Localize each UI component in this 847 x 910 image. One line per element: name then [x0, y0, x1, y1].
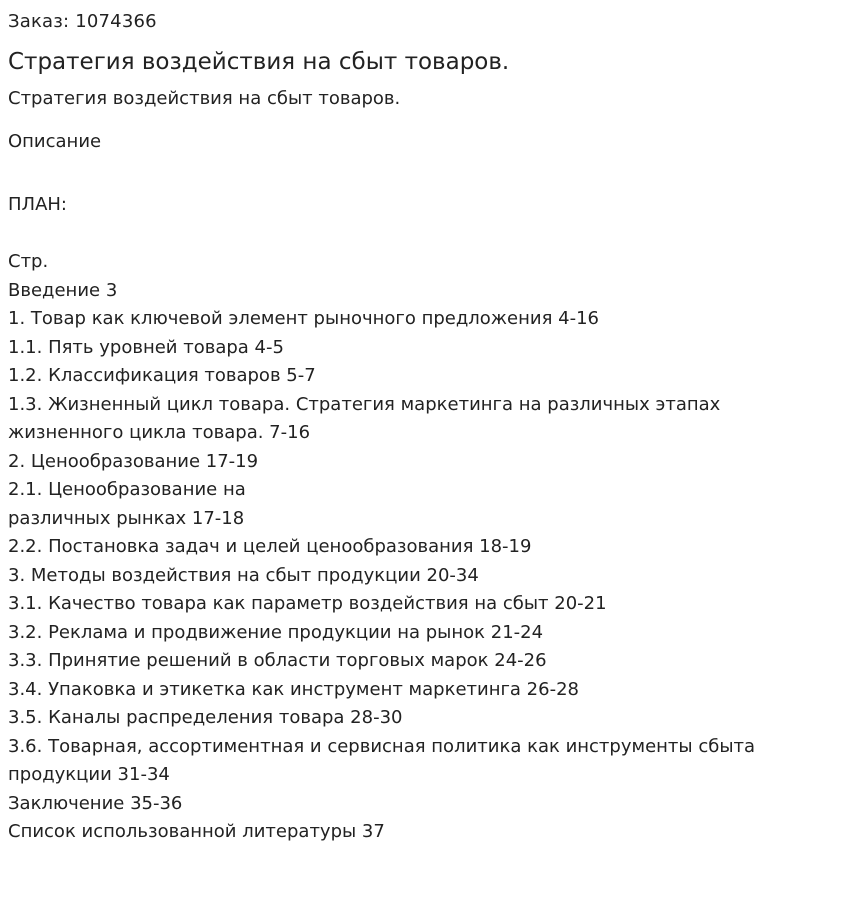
- toc-line: 1.3. Жизненный цикл товара. Стратегия маркетинга на различных этапах: [8, 393, 721, 415]
- order-number: Заказ: 1074366: [8, 11, 157, 32]
- plan-heading: ПЛАН:: [8, 194, 67, 215]
- toc-line: Введение 3: [8, 279, 118, 301]
- toc-line: 3.3. Принятие решений в области торговых марок 24-26: [8, 650, 547, 671]
- toc-line: 2.1. Ценообразование на: [8, 479, 246, 500]
- toc-line: Заключение 35-36: [8, 792, 183, 814]
- toc-line: 3.2. Реклама и продвижение продукции на рынок 21-24: [8, 621, 544, 643]
- toc-line: Стр.: [8, 251, 49, 272]
- toc-line: Список использованной литературы 37: [8, 821, 385, 842]
- toc-line: 3.4. Упаковка и этикетка как инструмент маркетинга 26-28: [8, 678, 579, 700]
- toc-line: 3.5. Каналы распределения товара 28-30: [8, 707, 403, 728]
- toc-line: 1.2. Классификация товаров 5-7: [8, 365, 316, 386]
- page-title: Стратегия воздействия на сбыт товаров.: [8, 49, 510, 75]
- toc-line: 3. Методы воздействия на сбыт продукции 20-34: [8, 564, 479, 586]
- toc-line: различных рынках 17-18: [8, 507, 245, 529]
- toc-line: 3.1. Качество товара как параметр воздействия на сбыт 20-21: [8, 593, 607, 614]
- toc-line: 1. Товар как ключевой элемент рыночного предложения 4-16: [8, 308, 599, 329]
- page-subtitle: Стратегия воздействия на сбыт товаров.: [8, 88, 401, 109]
- toc-line: жизненного цикла товара. 7-16: [8, 422, 311, 443]
- toc-line: 2.2. Постановка задач и целей ценообразования 18-19: [8, 536, 532, 557]
- table-of-contents: [8, 248, 828, 847]
- toc-line: 1.1. Пять уровней товара 4-5: [8, 336, 284, 358]
- description-heading: Описание: [8, 131, 102, 152]
- toc-line: продукции 31-34: [8, 764, 170, 785]
- toc-line: 3.6. Товарная, ассортиментная и сервисная политика как инструменты сбыта: [8, 735, 756, 757]
- toc-line: 2. Ценообразование 17-19: [8, 450, 259, 472]
